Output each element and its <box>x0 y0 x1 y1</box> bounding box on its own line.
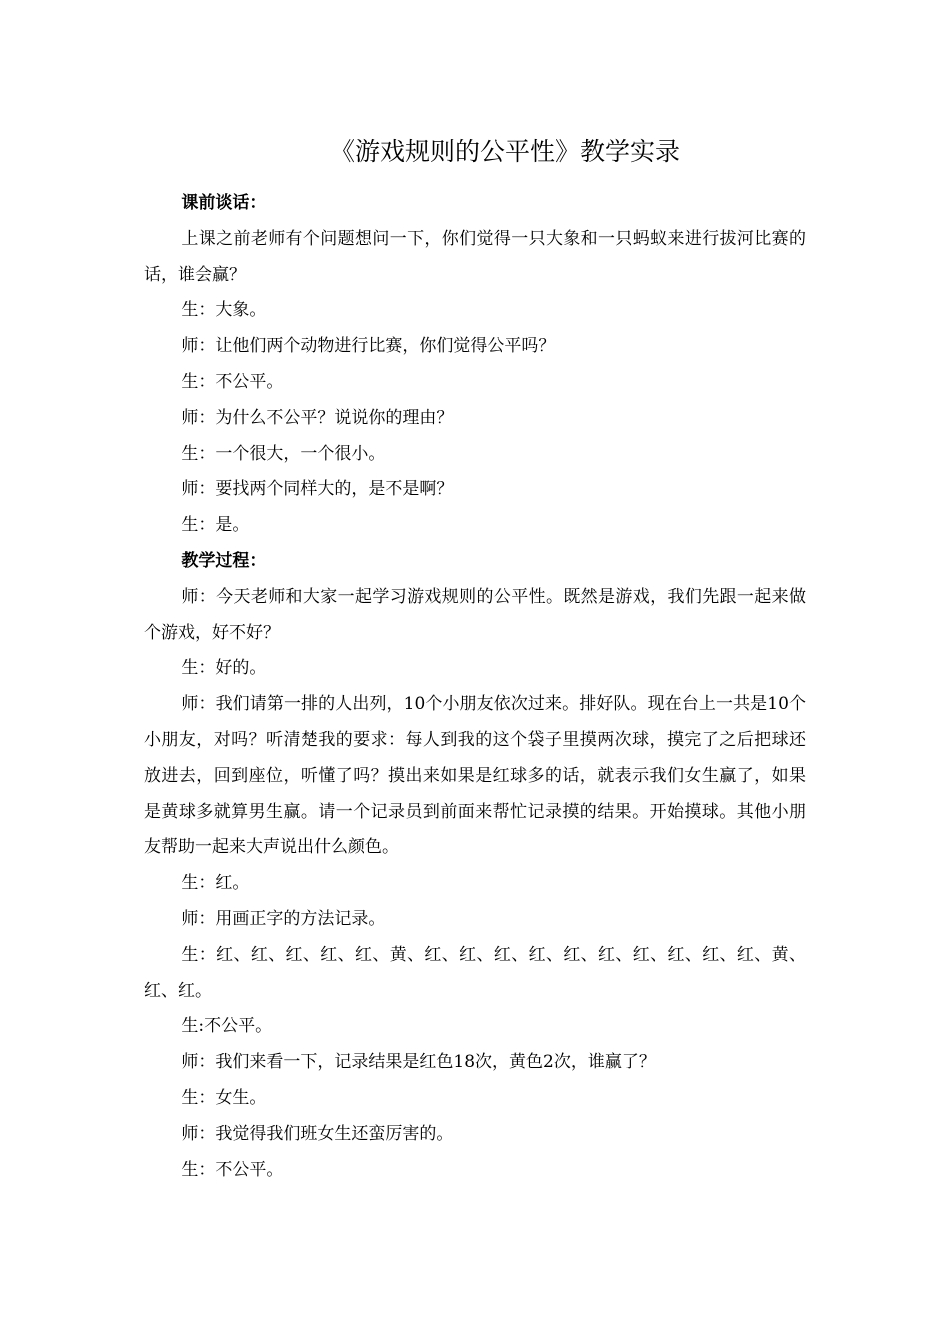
paragraph: 师：用画正字的方法记录。 <box>181 908 386 929</box>
paragraph: 师：为什么不公平？说说你的理由？ <box>181 407 454 428</box>
document-body <box>144 186 806 1188</box>
paragraph: 师：让他们两个动物进行比赛，你们觉得公平吗？ <box>181 336 556 357</box>
paragraph: 生：一个很大，一个很小。 <box>181 443 386 464</box>
paragraph: 生：大象。 <box>181 300 267 321</box>
paragraph: 师：我们来看一下，记录结果是红色18次，黄色2次，谁赢了？ <box>181 1052 656 1073</box>
paragraph: 师：我觉得我们班女生还蛮厉害的。 <box>181 1123 454 1144</box>
section-heading: 教学过程： <box>181 550 267 571</box>
paragraph: 生：是。 <box>181 515 250 536</box>
page-title: 《游戏规则的公平性》教学实录 <box>329 137 680 166</box>
paragraph: 师：今天老师和大家一起学习游戏规则的公平性。既然是游戏，我们先跟一起来做个游戏，好不好？ <box>144 586 806 643</box>
paragraph: 生：女生。 <box>181 1087 267 1108</box>
paragraph: 生：不公平。 <box>181 371 284 392</box>
paragraph: 生：不公平。 <box>181 1159 284 1180</box>
paragraph: 师：我们请第一排的人出列，10个小朋友依次过来。排好队。现在台上一共是10个小朋友，对吗？听清楚我的要求：每人到我的这个袋子里摸两次球，摸完了之后把球还放进去，回到座位，听懂了吗？摸出来如果是红球多的话，就表示我们女生赢了，如果是黄球多就算男生赢。请一个记录员到前面来帮忙记录摸的结果。开始摸球。其他小朋友帮助一起来大声说出什么颜色。 <box>144 694 806 858</box>
section-heading: 课前谈话： <box>181 193 267 213</box>
paragraph: 生：红。 <box>181 873 250 894</box>
paragraph: 生：红、红、红、红、红、黄、红、红、红、红、红、红、红、红、红、红、黄、红、红。 <box>144 944 806 1001</box>
paragraph: 师：要找两个同样大的，是不是啊？ <box>181 479 454 500</box>
paragraph: 生:不公平。 <box>181 1016 273 1037</box>
paragraph: 上课之前老师有个问题想问一下，你们觉得一只大象和一只蚂蚁来进行拔河比赛的话，谁会赢？ <box>144 228 806 285</box>
paragraph: 生：好的。 <box>181 658 267 679</box>
